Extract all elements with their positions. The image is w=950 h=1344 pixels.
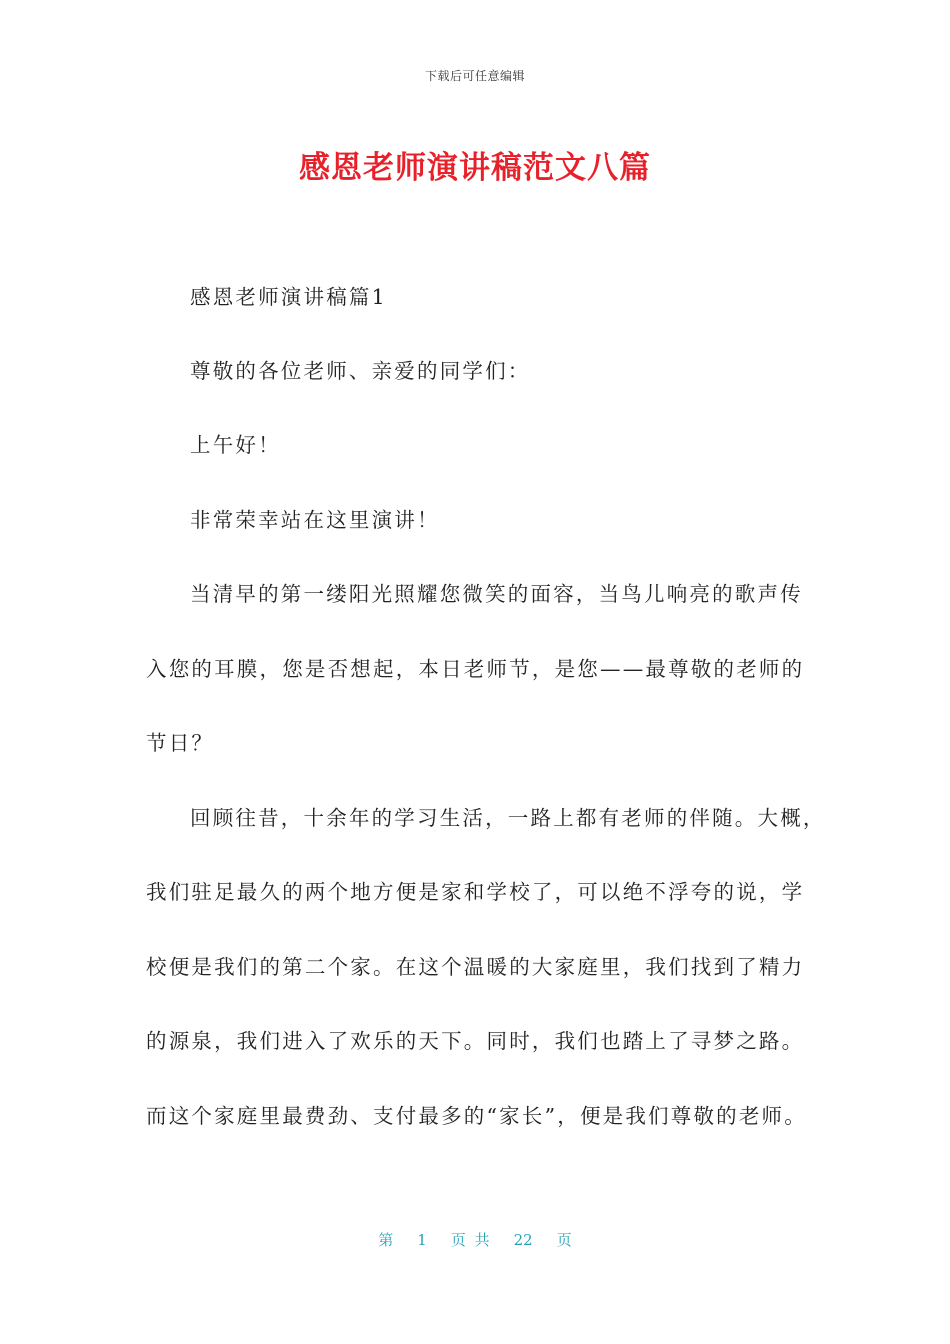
- page-footer: [0, 1229, 950, 1250]
- paragraph-line: 非常荣幸站在这里演讲！: [190, 508, 440, 532]
- paragraph-line: 节日？: [146, 731, 215, 755]
- greeting-line: 上午好！: [190, 433, 281, 457]
- header-note: 下载后可任意编辑: [424, 69, 525, 83]
- paragraph-line: 校便是我们的第二个家。在这个温暖的大家庭里，我们找到了精力: [146, 955, 805, 979]
- current-page-number: 1: [417, 1231, 427, 1249]
- section-heading: 感恩老师演讲稿篇1: [190, 285, 387, 309]
- total-pages-number: 22: [513, 1231, 533, 1249]
- document-title: 感恩老师演讲稿范文八篇: [299, 150, 651, 186]
- paragraph-line: 回顾往昔，十余年的学习生活，一路上都有老师的伴随。大概，: [190, 806, 826, 830]
- paragraph-line: 我们驻足最久的两个地方便是家和学校了，可以绝不浮夸的说，学: [146, 880, 805, 904]
- paragraph-line: 入您的耳膜，您是否想起，本日老师节，是您——最尊敬的老师的: [146, 657, 805, 681]
- paragraph-line: 的源泉，我们进入了欢乐的天下。同时，我们也踏上了寻梦之路。: [146, 1029, 805, 1053]
- footer-prefix: 第: [378, 1231, 394, 1249]
- footer-middle: 页 共: [450, 1231, 490, 1249]
- paragraph-line: 当清早的第一缕阳光照耀您微笑的面容，当鸟儿响亮的歌声传: [190, 582, 803, 606]
- footer-suffix: 页: [556, 1231, 572, 1249]
- salutation-line: 尊敬的各位老师、亲爱的同学们：: [190, 359, 531, 383]
- paragraph-line: 而这个家庭里最费劲、支付最多的“家长”，便是我们尊敬的老师。: [146, 1104, 807, 1128]
